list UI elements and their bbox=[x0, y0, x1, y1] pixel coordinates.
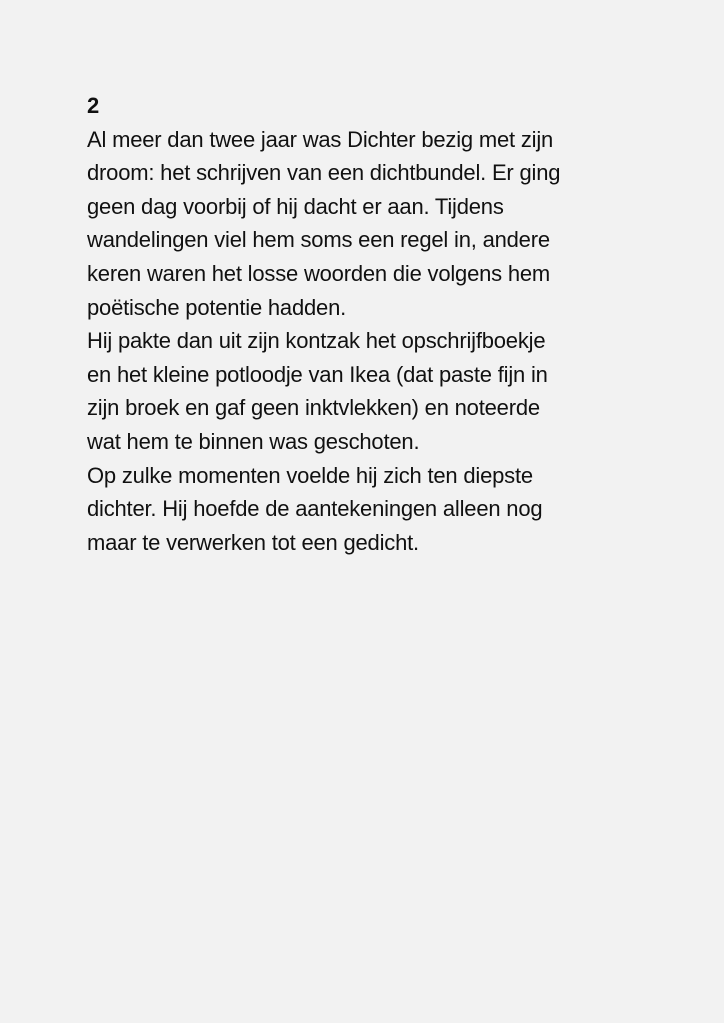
text-line: poëtische potentie hadden. bbox=[87, 294, 347, 320]
paragraph bbox=[87, 459, 687, 560]
text-line: geen dag voorbij of hij dacht er aan. Tijdens bbox=[87, 193, 504, 219]
text-line: keren waren het losse woorden die volgens hem bbox=[87, 260, 551, 286]
text-line: droom: het schrijven van een dichtbundel. Er ging bbox=[87, 160, 561, 186]
text-line: wat hem te binnen was geschoten. bbox=[87, 428, 420, 454]
text-line: wandelingen viel hem soms een regel in, andere bbox=[87, 227, 550, 253]
chapter-number: 2 bbox=[87, 93, 100, 118]
text-line: maar te verwerken tot een gedicht. bbox=[87, 529, 419, 555]
text-line: en het kleine potloodje van Ikea (dat paste fijn in bbox=[87, 361, 548, 387]
paragraph bbox=[87, 123, 687, 325]
text-line: Al meer dan twee jaar was Dichter bezig met zijn bbox=[87, 126, 554, 152]
paragraph bbox=[87, 324, 687, 458]
text-line: dichter. Hij hoefde de aantekeningen alleen nog bbox=[87, 496, 543, 522]
text-line: Hij pakte dan uit zijn kontzak het opschrijfboekje bbox=[87, 328, 546, 354]
text-line: zijn broek en gaf geen inktvlekken) en noteerde bbox=[87, 395, 540, 421]
chapter-text bbox=[87, 89, 687, 559]
text-line: Op zulke momenten voelde hij zich ten diepste bbox=[87, 462, 533, 488]
